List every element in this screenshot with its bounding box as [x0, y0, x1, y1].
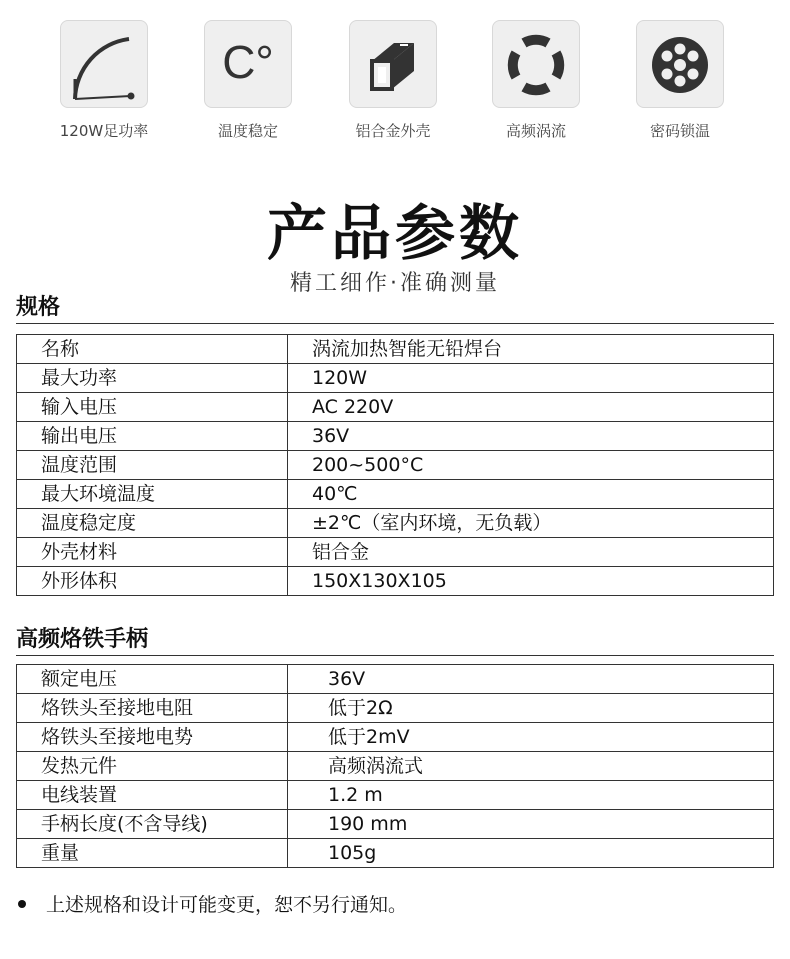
spec-value-cell: 高频涡流式 — [288, 752, 774, 781]
spec-value-cell: 1.2 m — [288, 781, 774, 810]
spec-key-cell: 电线装置 — [17, 781, 288, 810]
spec-key-cell: 最大功率 — [17, 364, 288, 393]
spec-key-cell: 烙铁头至接地电阻 — [17, 694, 288, 723]
feature-label: 高频涡流 — [505, 122, 566, 140]
handle-spec-row — [17, 694, 774, 723]
disclaimer-note — [18, 890, 407, 917]
vortex-icon — [492, 20, 580, 108]
spec-value-cell: 150X130X105 — [288, 567, 774, 596]
feature-power — [49, 20, 159, 141]
feature-label: 温度稳定 — [217, 122, 278, 140]
handle-spec-table — [16, 664, 774, 868]
spec-key-cell: 外形体积 — [17, 567, 288, 596]
spec-value-cell: 40℃ — [288, 480, 774, 509]
feature-label: 铝合金外壳 — [355, 122, 431, 140]
spec-value-cell: ±2℃（室内环境，无负载） — [288, 509, 774, 538]
handle-spec-row — [17, 781, 774, 810]
spec-value-cell: 36V — [288, 422, 774, 451]
celsius-symbol: C° — [222, 36, 274, 88]
spec-value-cell: 低于2Ω — [288, 694, 774, 723]
handle-spec-row — [17, 752, 774, 781]
feature-icons-row — [0, 20, 790, 145]
aluminum-profile-icon — [349, 20, 437, 108]
spec-row — [17, 364, 774, 393]
spec-value-cell: 36V — [288, 665, 774, 694]
handle-spec-row — [17, 810, 774, 839]
feature-label: 密码锁温 — [649, 122, 710, 140]
spec-key-cell: 外壳材料 — [17, 538, 288, 567]
handle-spec-row — [17, 665, 774, 694]
celsius-icon — [204, 20, 292, 108]
section-heading-spec: 规格 — [16, 290, 774, 324]
feature-vortex — [481, 20, 591, 141]
spec-value-cell: 120W — [288, 364, 774, 393]
section-heading-handle: 高频烙铁手柄 — [16, 622, 774, 656]
spec-row — [17, 422, 774, 451]
spec-row — [17, 480, 774, 509]
gauge-icon — [60, 20, 148, 108]
spec-key-cell: 温度稳定度 — [17, 509, 288, 538]
feature-lock — [625, 20, 735, 141]
spec-key-cell: 输出电压 — [17, 422, 288, 451]
spec-value-cell: 190 mm — [288, 810, 774, 839]
spec-key-cell: 额定电压 — [17, 665, 288, 694]
bullet-icon — [18, 900, 26, 908]
spec-value-cell: 涡流加热智能无铅焊台 — [288, 335, 774, 364]
spec-table — [16, 334, 774, 596]
page-subtitle: 精工细作·准确测量 — [290, 271, 500, 296]
spec-value-cell: 铝合金 — [288, 538, 774, 567]
spec-row — [17, 538, 774, 567]
feature-aluminum — [338, 20, 448, 141]
handle-spec-row — [17, 839, 774, 868]
spec-value-cell: 200~500°C — [288, 451, 774, 480]
spec-key-cell: 名称 — [17, 335, 288, 364]
spec-row — [17, 335, 774, 364]
spec-value-cell: AC 220V — [288, 393, 774, 422]
spec-key-cell: 烙铁头至接地电势 — [17, 723, 288, 752]
spec-value-cell: 105g — [288, 839, 774, 868]
spec-key-cell: 温度范围 — [17, 451, 288, 480]
handle-spec-row — [17, 723, 774, 752]
feature-temperature — [193, 20, 303, 141]
spec-row — [17, 393, 774, 422]
spec-value-cell: 低于2mV — [288, 723, 774, 752]
spec-row — [17, 567, 774, 596]
spec-key-cell: 重量 — [17, 839, 288, 868]
feature-label: 120W足功率 — [59, 122, 149, 140]
keypad-lock-icon — [636, 20, 724, 108]
spec-row — [17, 451, 774, 480]
page-title: 产品参数 — [267, 199, 523, 269]
spec-key-cell: 发热元件 — [17, 752, 288, 781]
spec-row — [17, 509, 774, 538]
spec-key-cell: 手柄长度(不含导线) — [17, 810, 288, 839]
spec-key-cell: 输入电压 — [17, 393, 288, 422]
note-text: 上述规格和设计可能变更，恕不另行通知。 — [46, 894, 408, 916]
spec-key-cell: 最大环境温度 — [17, 480, 288, 509]
